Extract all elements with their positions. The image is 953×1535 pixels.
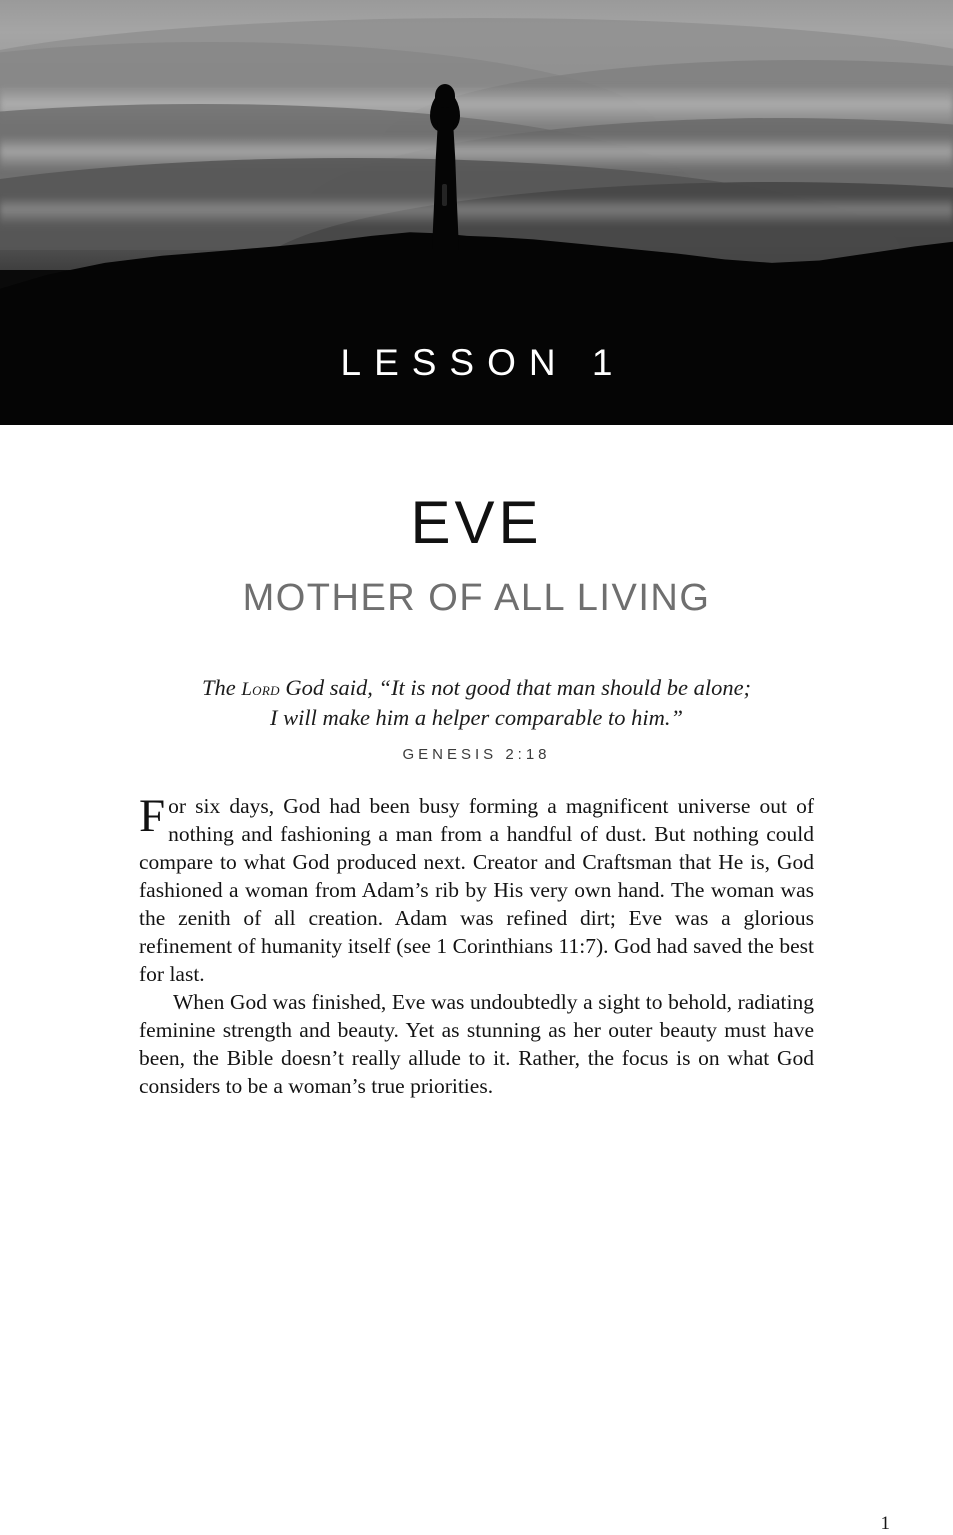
lesson-label-band [0, 300, 953, 425]
paragraph-1 [139, 790, 814, 989]
chapter-subtitle: MOTHER OF ALL LIVING [242, 577, 711, 619]
epigraph-line2: I will make him a helper comparable to him.” [269, 704, 684, 730]
chapter-hero-image [0, 0, 953, 425]
chapter-title: EVE [410, 489, 543, 556]
scripture-citation: GENESIS 2:18 [402, 746, 551, 764]
epigraph-line1-after: God said, “It is not good that man should be alone; [279, 675, 752, 700]
paragraph-1-text: or six days, God had been busy forming a magnificent universe out of nothing and fashioning a man from a handful of dust. But nothing could compare to what God produced next. Creator and Craftsman that He is, God fashioned a woman from Adam’s rib by His very own hand. The woman was the zenith of all creation. Adam was refined dirt; Eve was a glorious refinement of humanity itself (see 1 Corinthians 11:7). God had saved the best for last. [139, 794, 814, 986]
drop-cap: F [139, 790, 166, 843]
robed-figure-silhouette [424, 84, 468, 248]
paragraph-2: When God was finished, Eve was undoubtedly a sight to behold, radiating feminine strength and beauty. Yet as stunning as her outer beauty must have been, the Bible doesn’t really allude to it. Rather, the focus is on what God considers to be a woman’s true priorities. [139, 989, 814, 1098]
lesson-number-label: LESSON 1 [340, 341, 626, 383]
epigraph-divine-name: Lord [241, 679, 280, 700]
page-content [0, 425, 953, 1534]
epigraph-quote [167, 673, 787, 732]
page-number: 1 [880, 1513, 890, 1534]
epigraph-line1-before: The [201, 675, 242, 700]
figure-head [435, 84, 455, 108]
figure-sash [442, 184, 447, 206]
body-text [139, 790, 814, 1100]
hero-mist-band-3 [0, 196, 953, 226]
